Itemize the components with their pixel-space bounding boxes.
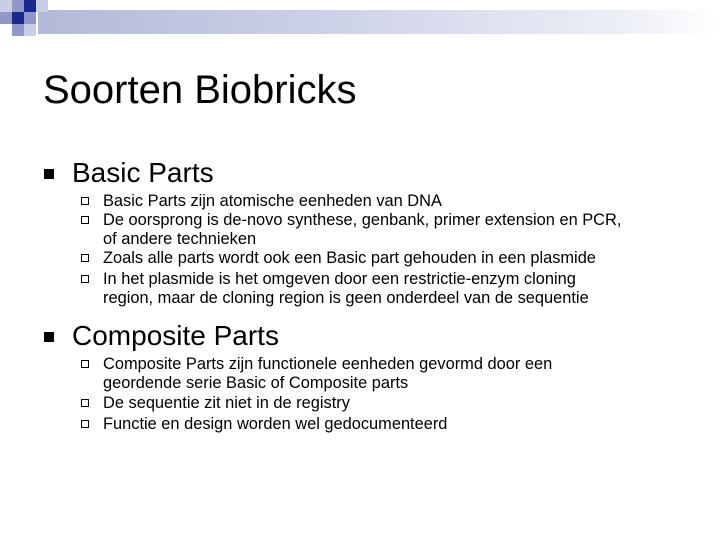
list-item-line: In het plasmide is het omgeven door een restrictie-enzym cloning: [103, 270, 576, 288]
list-item-line: region, maar de cloning region is geen onderdeel van de sequentie: [103, 289, 589, 307]
section-heading: Composite Parts: [72, 320, 279, 351]
header-square: [12, 0, 24, 12]
hollow-square-bullet-icon: [81, 360, 89, 368]
slide-title: Soorten Biobricks: [43, 68, 357, 112]
header-square: [12, 12, 24, 24]
list-item-line: De oorsprong is de-novo synthese, genbank, primer extension en PCR,: [103, 211, 622, 229]
list-item-line: Zoals alle parts wordt ook een Basic part gehouden in een plasmide: [103, 249, 596, 267]
square-bullet-icon: [44, 332, 54, 342]
header-square: [24, 0, 36, 12]
list-item-line: De sequentie zit niet in de registry: [103, 394, 350, 412]
header-square: [0, 0, 12, 12]
header-square: [12, 24, 24, 36]
header-square: [36, 0, 48, 12]
list-item-line: geordende serie Basic of Composite parts: [103, 374, 409, 392]
square-bullet-icon: [44, 169, 54, 179]
list-item-line: Composite Parts zijn functionele eenheden gevormd door een: [103, 355, 553, 373]
list-item-line: of andere technieken: [103, 230, 257, 248]
hollow-square-bullet-icon: [81, 254, 89, 262]
header-decoration: [0, 0, 720, 50]
hollow-square-bullet-icon: [81, 275, 89, 283]
hollow-square-bullet-icon: [81, 216, 89, 224]
hollow-square-bullet-icon: [81, 420, 89, 428]
header-square: [0, 12, 12, 24]
list-item-line: Functie en design worden wel gedocumenteerd: [103, 415, 448, 433]
hollow-square-bullet-icon: [81, 399, 89, 407]
header-square: [24, 12, 36, 24]
header-square: [24, 24, 36, 36]
section-heading: Basic Parts: [72, 157, 214, 188]
header-gradient-bar: [38, 10, 720, 34]
hollow-square-bullet-icon: [81, 197, 89, 205]
list-item-line: Basic Parts zijn atomische eenheden van DNA: [103, 192, 442, 210]
